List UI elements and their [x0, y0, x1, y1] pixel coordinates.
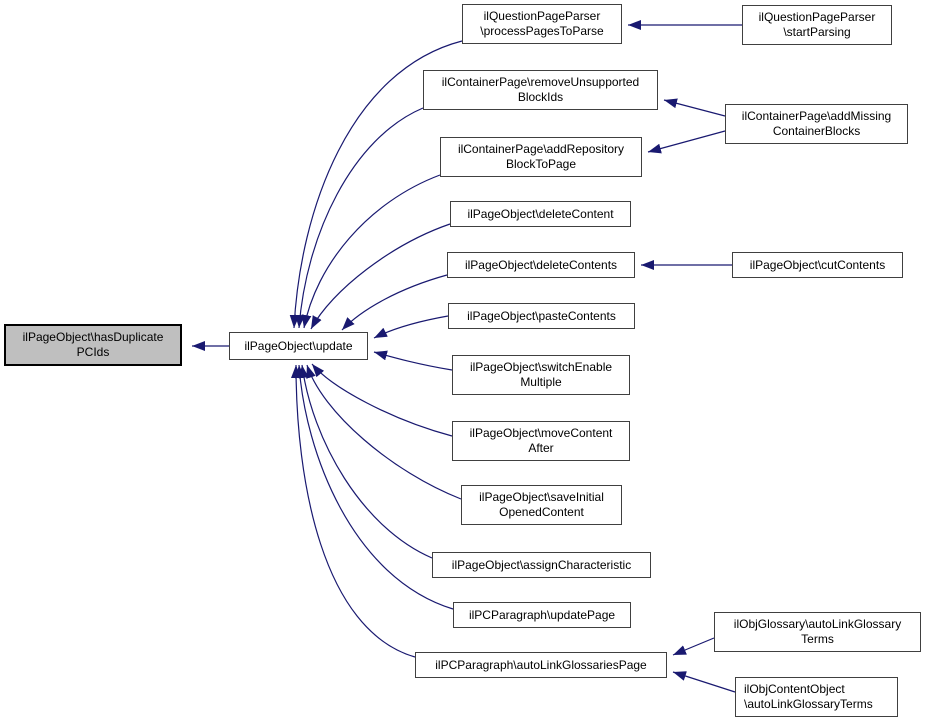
node-ilPageObject-assignCharacteristic[interactable]	[432, 552, 651, 578]
node-label: \startParsing	[783, 25, 851, 39]
node-ilPageObject-deleteContents[interactable]	[447, 252, 635, 278]
node-label: \autoLinkGlossaryTerms	[744, 697, 873, 711]
node-ilContainerPage-addRepositoryBlockToPage[interactable]	[440, 137, 642, 177]
edge-switchEnableMultiple-to-update	[374, 352, 452, 370]
node-label: ilPageObject\update	[244, 338, 353, 353]
node-label: ilQuestionPageParser	[483, 9, 601, 23]
node-ilPageObject-moveContentAfter[interactable]	[452, 421, 630, 461]
edge-deleteContent-to-update	[311, 224, 450, 329]
edge-addRepositoryBlockToPage-to-update	[304, 175, 440, 328]
node-label: ilPageObject\cutContents	[749, 257, 886, 272]
node-label: After	[528, 441, 554, 455]
node-label: ilPageObject\moveContent	[469, 426, 613, 440]
node-ilPageObject-cutContents[interactable]	[732, 252, 903, 278]
node-ilObjContentObject-autoLinkGlossaryTerms[interactable]	[735, 677, 898, 717]
edge-objContentObjectAutoLinkGlossaryTerms-to-autoLinkGlossariesPage	[673, 672, 735, 692]
node-label: ilPageObject\deleteContent	[467, 206, 614, 221]
node-ilPageObject-deleteContent[interactable]	[450, 201, 631, 227]
node-label: ilPCParagraph\autoLinkGlossariesPage	[435, 657, 647, 672]
node-label: ilObjGlossary\autoLinkGlossary	[733, 617, 902, 631]
edge-objGlossaryAutoLinkGlossaryTerms-to-autoLinkGlossariesPage	[673, 638, 714, 655]
edge-moveContentAfter-to-update	[312, 364, 452, 436]
node-label: \processPagesToParse	[480, 24, 604, 38]
node-ilContainerPage-addMissingContainerBlocks[interactable]	[725, 104, 908, 144]
node-ilQuestionPageParser-processPagesToParse[interactable]	[462, 4, 622, 44]
node-label: ilObjContentObject	[744, 682, 845, 696]
edge-updatePage-to-update	[299, 365, 453, 609]
edge-removeUnsupportedBlockIds-to-update	[299, 108, 423, 328]
edge-deleteContents-to-update	[342, 275, 447, 330]
node-label: ilPageObject\deleteContents	[464, 257, 618, 272]
node-label: OpenedContent	[499, 505, 584, 519]
edge-addMissingContainerBlocks-to-addRepositoryBlockToPage	[648, 131, 725, 152]
node-label: Terms	[801, 632, 834, 646]
node-ilPageObject-pasteContents[interactable]	[448, 303, 635, 329]
node-label: ilQuestionPageParser	[758, 10, 876, 24]
node-ilPageObject-saveInitialOpenedContent[interactable]	[461, 485, 622, 525]
node-label: BlockIds	[517, 90, 564, 104]
node-label: BlockToPage	[505, 157, 577, 171]
node-label: ilPageObject\switchEnable	[469, 360, 613, 374]
edge-pasteContents-to-update	[374, 316, 448, 338]
node-label: ilPageObject\hasDuplicate	[22, 330, 164, 344]
node-label: PCIds	[76, 345, 110, 359]
node-ilPCParagraph-autoLinkGlossariesPage[interactable]	[415, 652, 667, 678]
node-label: ilContainerPage\addRepository	[457, 142, 625, 156]
node-ilPageObject-hasDuplicatePCIds[interactable]	[4, 324, 182, 366]
node-ilPageObject-update[interactable]	[229, 332, 368, 360]
edge-addMissingContainerBlocks-to-removeUnsupportedBlockIds	[664, 100, 725, 116]
node-label: ilPageObject\saveInitial	[479, 490, 604, 504]
node-label: ilPageObject\assignCharacteristic	[451, 557, 632, 572]
node-ilObjGlossary-autoLinkGlossaryTerms[interactable]	[714, 612, 921, 652]
node-label: ilPageObject\pasteContents	[467, 308, 616, 323]
node-label: ilContainerPage\addMissing	[741, 109, 892, 123]
node-label: ilContainerPage\removeUnsupported	[441, 75, 640, 89]
node-ilPCParagraph-updatePage[interactable]	[453, 602, 631, 628]
node-label: Multiple	[520, 375, 562, 389]
node-label: ilPCParagraph\updatePage	[468, 607, 616, 622]
node-label: ContainerBlocks	[772, 124, 861, 138]
edge-autoLinkGlossariesPage-to-update	[296, 365, 415, 657]
node-ilContainerPage-removeUnsupportedBlockIds[interactable]	[423, 70, 658, 110]
node-ilPageObject-switchEnableMultiple[interactable]	[452, 355, 630, 395]
node-ilQuestionPageParser-startParsing[interactable]	[742, 5, 892, 45]
